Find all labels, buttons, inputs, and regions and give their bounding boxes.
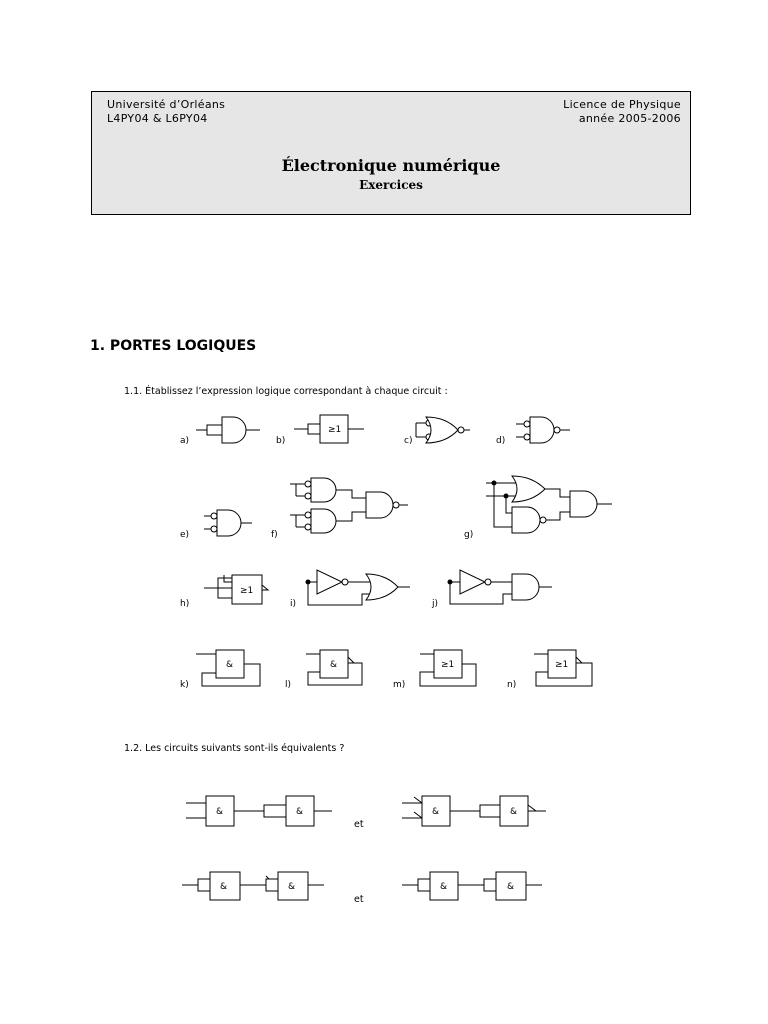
label-n: n): [507, 680, 517, 690]
label-e: e): [180, 530, 190, 540]
label-i: i): [290, 599, 297, 609]
circuit-n: [507, 650, 592, 690]
circuit-f: [271, 478, 408, 540]
and-symbol-pair2-c: &: [440, 882, 448, 892]
circuit-a: [180, 417, 260, 446]
circuit-j: [431, 570, 552, 609]
circuit-e: [180, 510, 252, 540]
label-f: f): [271, 530, 278, 540]
and-symbol-pair2-a: &: [220, 882, 228, 892]
equivalence-pair-1-right: [402, 796, 546, 826]
equivalence-pair-2-left: [182, 872, 324, 900]
equivalence-pair-1-left: [186, 796, 332, 826]
label-a: a): [180, 436, 190, 446]
university-name: Université d’Orléans: [107, 98, 226, 111]
label-l: l): [285, 680, 292, 690]
question-1-2: 1.2. Les circuits suivants sont-ils équivalents ?: [124, 743, 345, 754]
section-heading: 1. PORTES LOGIQUES: [90, 338, 257, 354]
or-symbol-h: ≥1: [240, 586, 254, 596]
label-j: j): [432, 599, 439, 609]
label-c: c): [404, 436, 413, 446]
and-symbol-pair1-d: &: [510, 807, 518, 817]
program-name: Licence de Physique: [563, 98, 681, 111]
and-symbol-pair1-a: &: [216, 807, 224, 817]
academic-year: année 2005-2006: [578, 112, 681, 125]
label-k: k): [180, 680, 189, 690]
label-g: g): [464, 530, 474, 540]
and-symbol-pair2-d: &: [507, 882, 515, 892]
label-h: h): [180, 599, 190, 609]
circuit-m: [393, 650, 476, 690]
connector-et-1: et: [354, 819, 364, 830]
label-d: d): [496, 436, 506, 446]
document-subtitle: Exercices: [359, 178, 423, 192]
connector-et-2: et: [354, 894, 364, 905]
circuit-k: [180, 650, 260, 690]
question-1-1: 1.1. Établissez l’expression logique correspondant à chaque circuit :: [124, 386, 448, 397]
or-symbol-b: ≥1: [328, 425, 342, 435]
and-symbol-pair2-b: &: [288, 882, 296, 892]
circuit-c: [404, 417, 470, 446]
and-symbol-pair1-c: &: [432, 807, 440, 817]
circuit-h: [180, 575, 268, 609]
circuit-g: [464, 476, 612, 540]
document-title: Électronique numérique: [281, 156, 501, 175]
or-symbol-n: ≥1: [555, 660, 569, 670]
and-symbol-l: &: [330, 660, 338, 670]
circuit-l: [285, 650, 362, 690]
course-codes: L4PY04 & L6PY04: [107, 112, 208, 125]
label-m: m): [393, 680, 406, 690]
circuit-i: [290, 570, 410, 609]
circuit-d: [496, 417, 570, 446]
or-symbol-m: ≥1: [441, 660, 455, 670]
and-symbol-pair1-b: &: [296, 807, 304, 817]
equivalence-pair-2-right: [402, 872, 542, 900]
and-symbol-k: &: [226, 660, 234, 670]
circuit-b: [276, 415, 364, 446]
label-b: b): [276, 436, 286, 446]
